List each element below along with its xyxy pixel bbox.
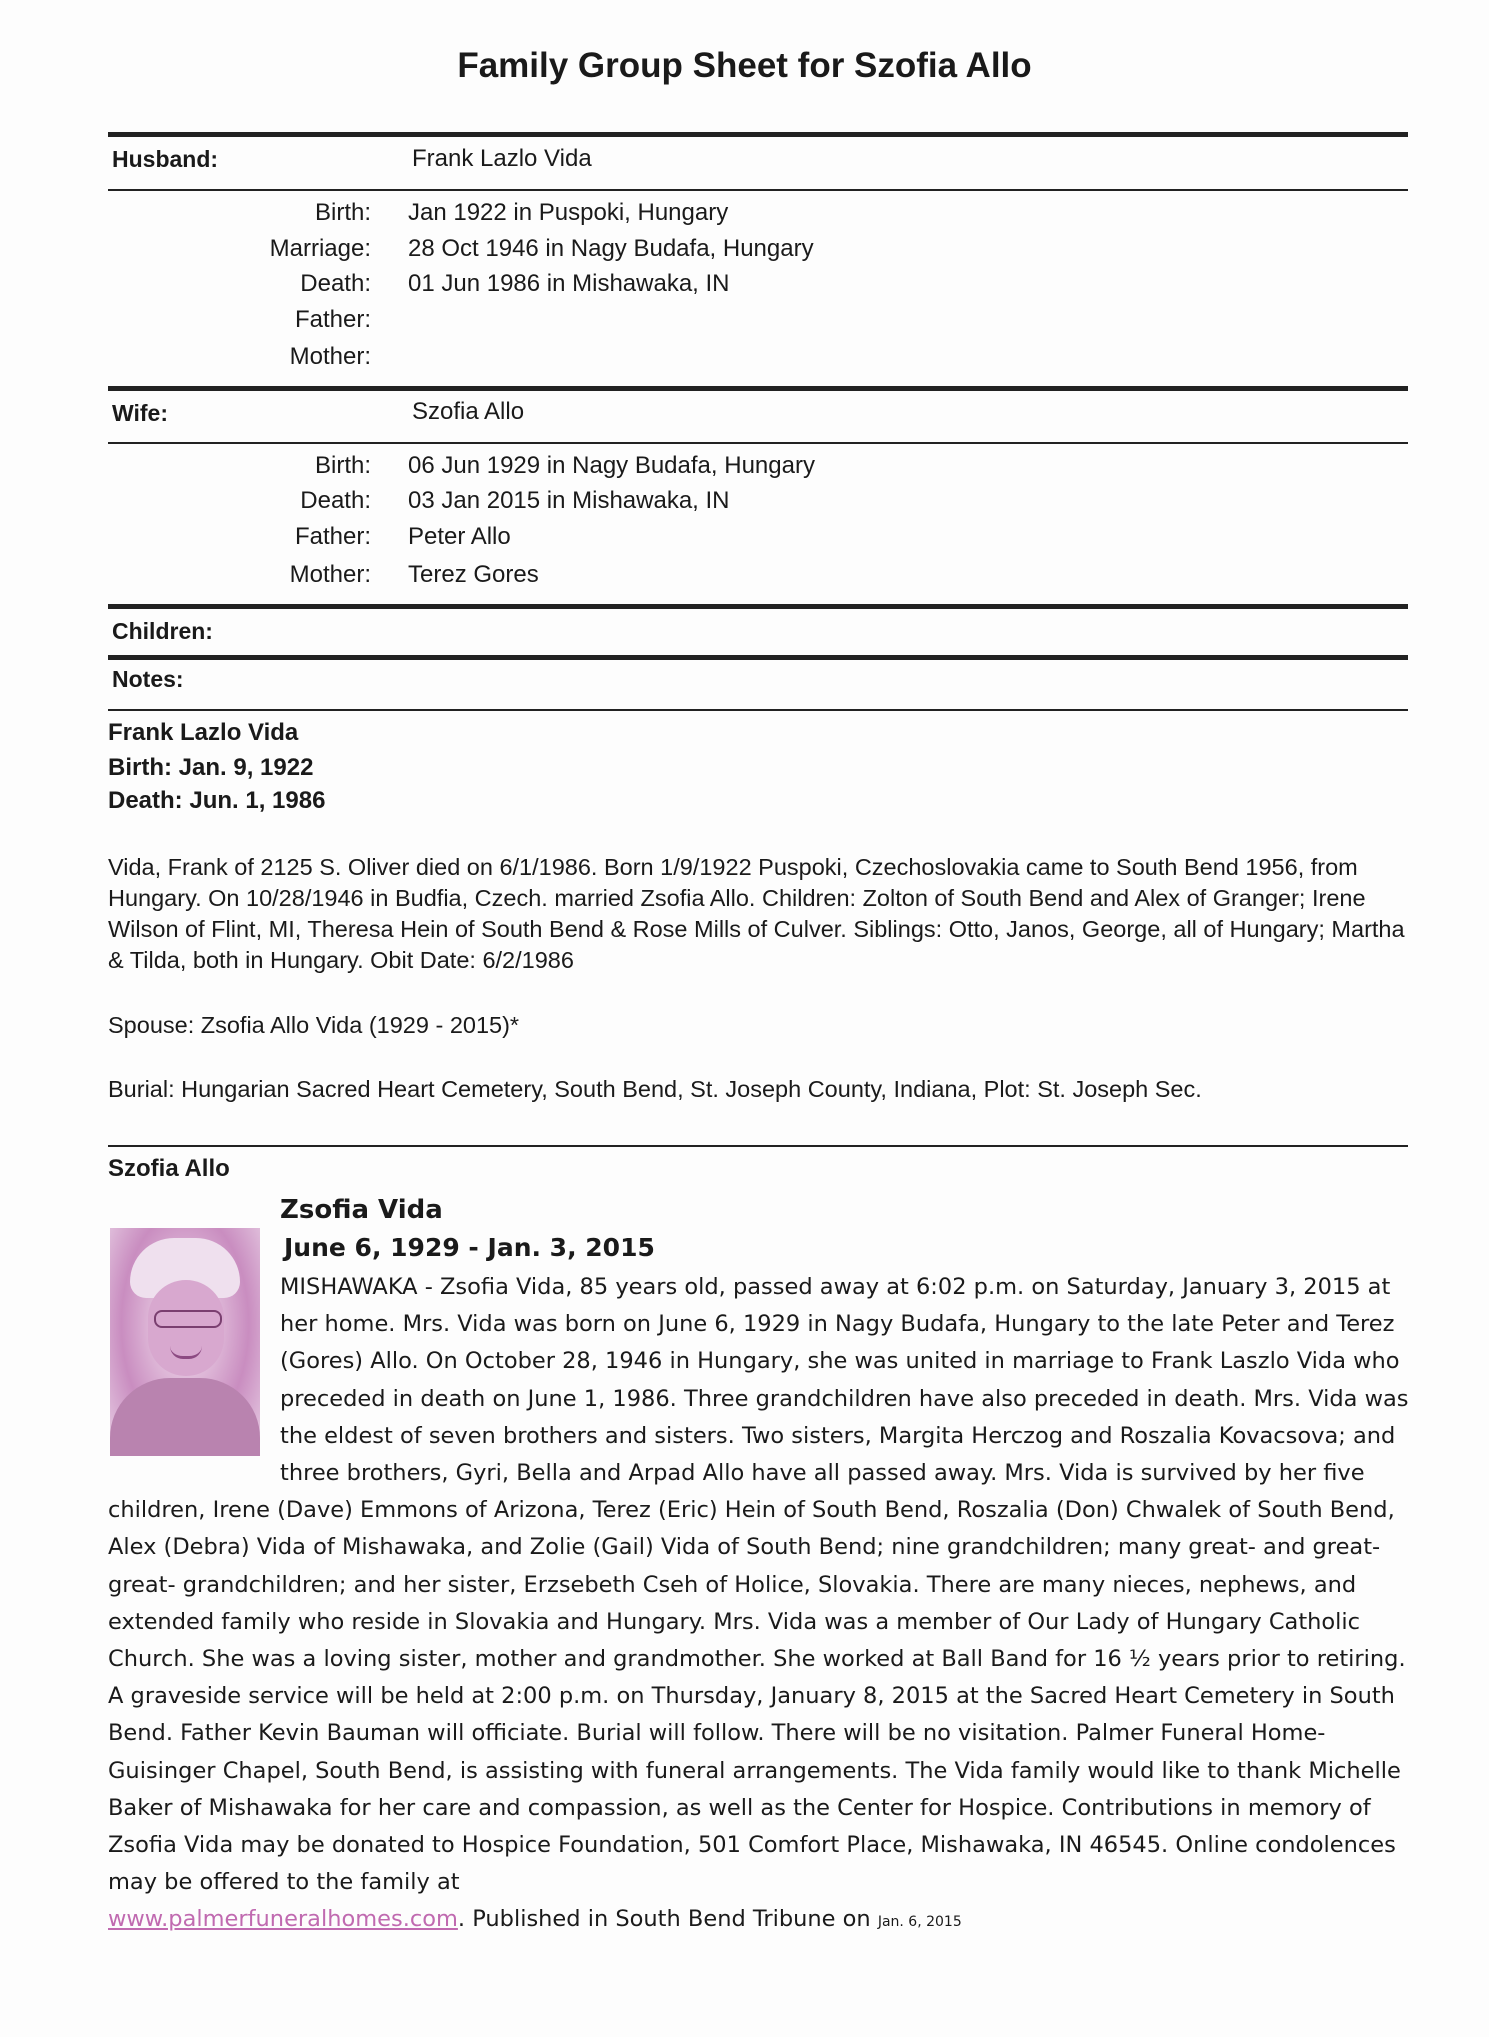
- husband-marriage-label: Marriage:: [269, 235, 371, 262]
- section-rule: [108, 604, 1408, 609]
- wife-birth-value: 06 Jun 1929 in Nagy Budafa, Hungary: [408, 452, 815, 479]
- wife-death-label: Death:: [300, 487, 371, 514]
- funeral-home-link[interactable]: www.palmerfuneralhomes.com: [108, 1906, 458, 1933]
- section-rule: [108, 709, 1408, 711]
- obituary-dates: June 6, 1929 - Jan. 3, 2015: [284, 1233, 655, 1262]
- husband-name: Frank Lazlo Vida: [412, 145, 592, 172]
- section-rule: [108, 1145, 1408, 1147]
- wife-father-label: Father:: [294, 523, 371, 550]
- section-rule: [108, 386, 1408, 391]
- frank-spouse-line: Spouse: Zsofia Allo Vida (1929 - 2015)*: [108, 1012, 520, 1038]
- wife-mother-value: Terez Gores: [408, 561, 539, 588]
- frank-obituary-text: Vida, Frank of 2125 S. Oliver died on 6/1/1986. Born 1/9/1922 Puspoki, Czechoslovakia came to South Bend 1956, from Hungary. On 10/28/1946 in Budfia, Czech. married Zsofia Allo. Children: Zolton of South Bend and Alex of Granger; Irene Wilson of Flint, MI, Theresa Hein of South Bend & Rose Mills of Culver. Siblings: Otto, Janos, George, all of Hungary; Martha & Tilda, both in Hungary. Obit Date: 6/2/1986: [108, 854, 1405, 973]
- section-rule: [108, 189, 1408, 191]
- section-rule: [108, 442, 1408, 444]
- wife-name: Szofia Allo: [412, 398, 525, 425]
- husband-death-value: 01 Jun 1986 in Mishawaka, IN: [408, 270, 730, 297]
- section-rule: [108, 132, 1408, 137]
- published-line: . Published in South Bend Tribune on: [457, 1906, 878, 1933]
- published-date: Jan. 6, 2015: [877, 1914, 962, 1931]
- frank-burial-line: Burial: Hungarian Sacred Heart Cemetery, South Bend, St. Joseph County, Indiana, Plot: St. Joseph Sec.: [108, 1076, 1202, 1102]
- husband-label: Husband:: [112, 146, 219, 172]
- szofia-obituary-text: MISHAWAKA - Zsofia Vida, 85 years old, passed away at 6:02 p.m. on Saturday, January 3, 2015 at her home. Mrs. Vida was born on June 6, 1929 in Nagy Budafa, Hungary to the late Peter and Terez (Gores) Allo. On October 28, 1946 in Hungary, she was united in marriage to Frank Laszlo Vida who preceded in death on June 1, 1986. Three grandchildren have also preceded in death. Mrs. Vida was the eldest of seven brothers and sisters. Two sisters, Margita Herczog and Roszalia Kovacsova; and three brothers, Gyri, Bella and Arpad Allo have all passed away. Mrs. Vida is survived by her five children, Irene (Dave) Emmons of Arizona, Terez (Eric) Hein of South Bend, Roszalia (Don) Chwalek of South Bend, Alex (Debra) Vida of Mishawaka, and Zolie (Gail) Vida of South Bend; nine grandchildren; many great- and great-great- grandchildren; and her sister, Erzsebeth Cseh of Holice, Slovakia. There are many nieces, nephews, and extended family who reside in Slovakia and Hungary. Mrs. Vida was a member of Our Lady of Hungary Catholic Church. She was a loving sister, mother and grandmother. She worked at Ball Band for 16 ½ years prior to retiring. A graveside service will be held at 2:00 p.m. on Thursday, January 8, 2015 at the Sacred Heart Cemetery in South Bend. Father Kevin Bauman will officiate. Burial will follow. There will be no visitation. Palmer Funeral Home-Guisinger Chapel, South Bend, is assisting with funeral arrangements. The Vida family would like to thank Michelle Baker of Mishawaka for her care and compassion, as well as the Center for Hospice. Contributions in memory of Zsofia Vida may be donated to Hospice Foundation, 501 Comfort Place, Mishawaka, IN 46545. Online condolences may be offered to the family at: [108, 1274, 1409, 1896]
- szofia-obituary: [108, 1269, 1410, 1942]
- wife-death-value: 03 Jan 2015 in Mishawaka, IN: [408, 487, 730, 514]
- husband-father-label: Father:: [294, 306, 371, 333]
- husband-mother-label: Mother:: [289, 343, 371, 370]
- husband-birth-label: Birth:: [314, 199, 371, 226]
- children-label: Children:: [112, 618, 213, 644]
- frank-notes-name: Frank Lazlo Vida: [108, 719, 299, 746]
- husband-marriage-value: 28 Oct 1946 in Nagy Budafa, Hungary: [408, 235, 814, 262]
- szofia-notes-heading: Szofia Allo: [108, 1155, 230, 1182]
- frank-notes-death: Death: Jun. 1, 1986: [108, 787, 326, 814]
- husband-birth-value: Jan 1922 in Puspoki, Hungary: [408, 199, 729, 226]
- notes-label: Notes:: [112, 666, 184, 692]
- frank-notes-birth: Birth: Jan. 9, 1922: [108, 754, 314, 781]
- wife-label: Wife:: [112, 400, 169, 426]
- obituary-name: Zsofia Vida: [280, 1195, 443, 1225]
- wife-father-value: Peter Allo: [408, 523, 511, 550]
- wife-birth-label: Birth:: [314, 452, 371, 479]
- wife-mother-label: Mother:: [289, 561, 371, 588]
- husband-death-label: Death:: [300, 270, 371, 297]
- page-title: Family Group Sheet for Szofia Allo: [457, 46, 1032, 85]
- section-rule: [108, 655, 1408, 660]
